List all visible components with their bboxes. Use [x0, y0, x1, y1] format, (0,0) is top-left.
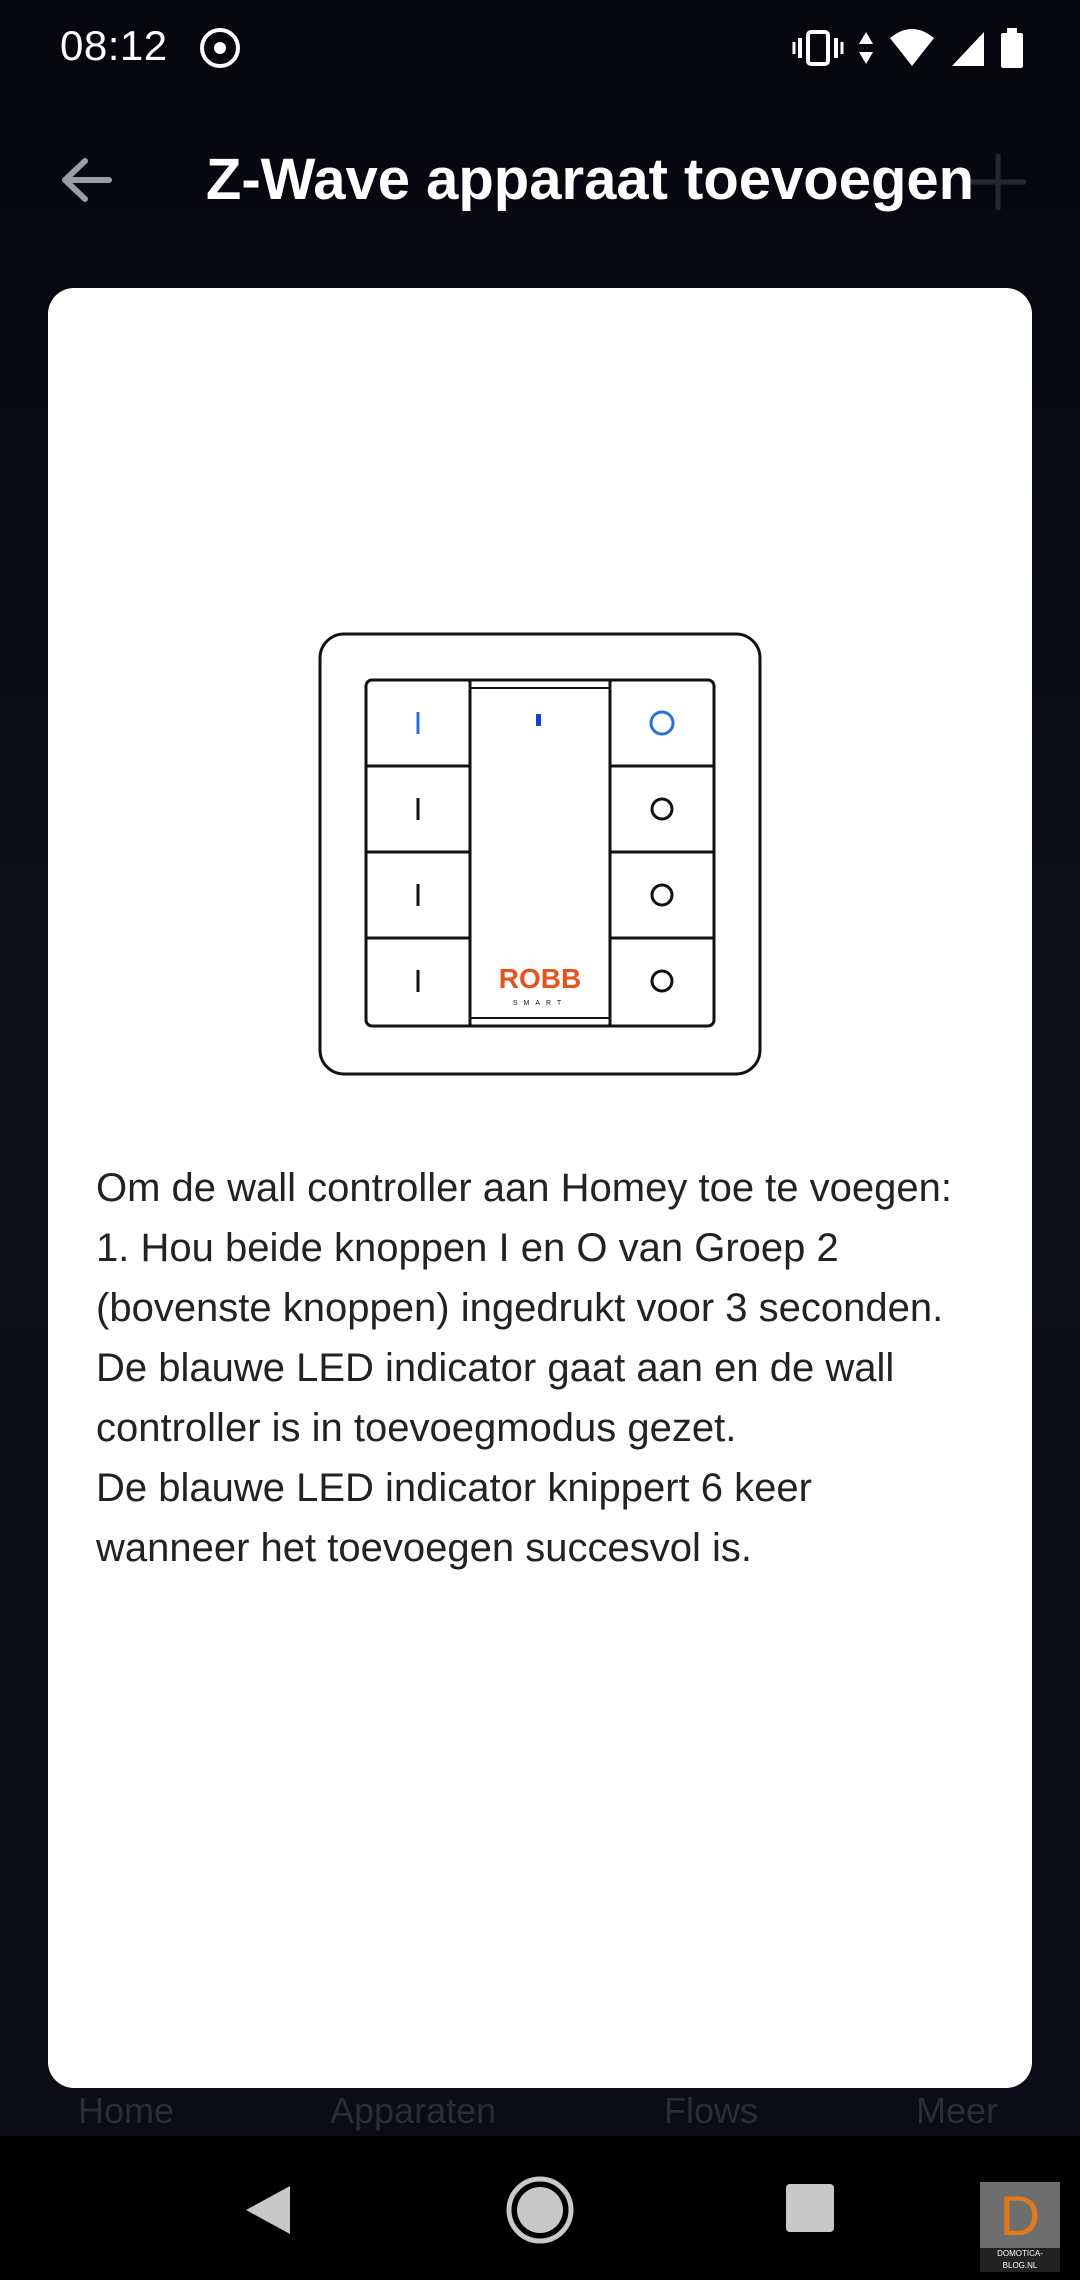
brand-logo: ROBB: [498, 963, 582, 994]
tab-apparaten: Apparaten: [330, 2090, 497, 2131]
wall-controller-illustration: [318, 632, 762, 1076]
instruction-line: (bovenste knoppen) ingedrukt voor 3 seconden.: [96, 1286, 944, 1330]
battery-icon: [1000, 27, 1024, 69]
app-header: [0, 120, 1080, 240]
vibrate-icon: [792, 28, 844, 68]
instruction-line: Om de wall controller aan Homey toe te voegen:: [96, 1166, 952, 1210]
nav-home-icon[interactable]: [504, 2174, 576, 2246]
brand-sub: SMART: [512, 1000, 568, 1007]
tab-meer: Meer: [916, 2090, 999, 2131]
nav-recents-icon[interactable]: [786, 2184, 834, 2232]
tab-flows: Flows: [664, 2090, 759, 2131]
instruction-line: De blauwe LED indicator gaat aan en de wall: [96, 1346, 895, 1390]
pairing-instructions-card: [48, 288, 1032, 2088]
sync-icon: [198, 26, 242, 70]
instruction-line: controller is in toevoegmodus gezet.: [96, 1406, 737, 1450]
data-arrows-icon: [858, 28, 874, 68]
system-nav-bar: [0, 2136, 1080, 2280]
signal-icon: [950, 28, 986, 68]
tab-home: Home: [78, 2090, 175, 2131]
instruction-line: wanneer het toevoegen succesvol is.: [96, 1526, 752, 1570]
nav-back-icon[interactable]: [240, 2180, 300, 2240]
status-icons: [792, 26, 1024, 70]
status-time: 08:12: [60, 22, 168, 69]
status-bar: [0, 0, 1080, 96]
instruction-line: 1. Hou beide knoppen I en O van Groep 2: [96, 1226, 839, 1270]
instruction-line: De blauwe LED indicator knippert 6 keer: [96, 1466, 812, 1510]
page-title: Z-Wave apparaat toevoegen: [205, 147, 975, 212]
watermark-logo: [980, 2182, 1060, 2270]
add-icon: [966, 150, 1030, 214]
wifi-icon: [888, 28, 936, 68]
watermark-letter: D: [999, 2184, 1041, 2247]
instructions-text: [96, 1158, 996, 1578]
watermark-text: DOMOTICA-BLOG.NL: [980, 2248, 1060, 2272]
